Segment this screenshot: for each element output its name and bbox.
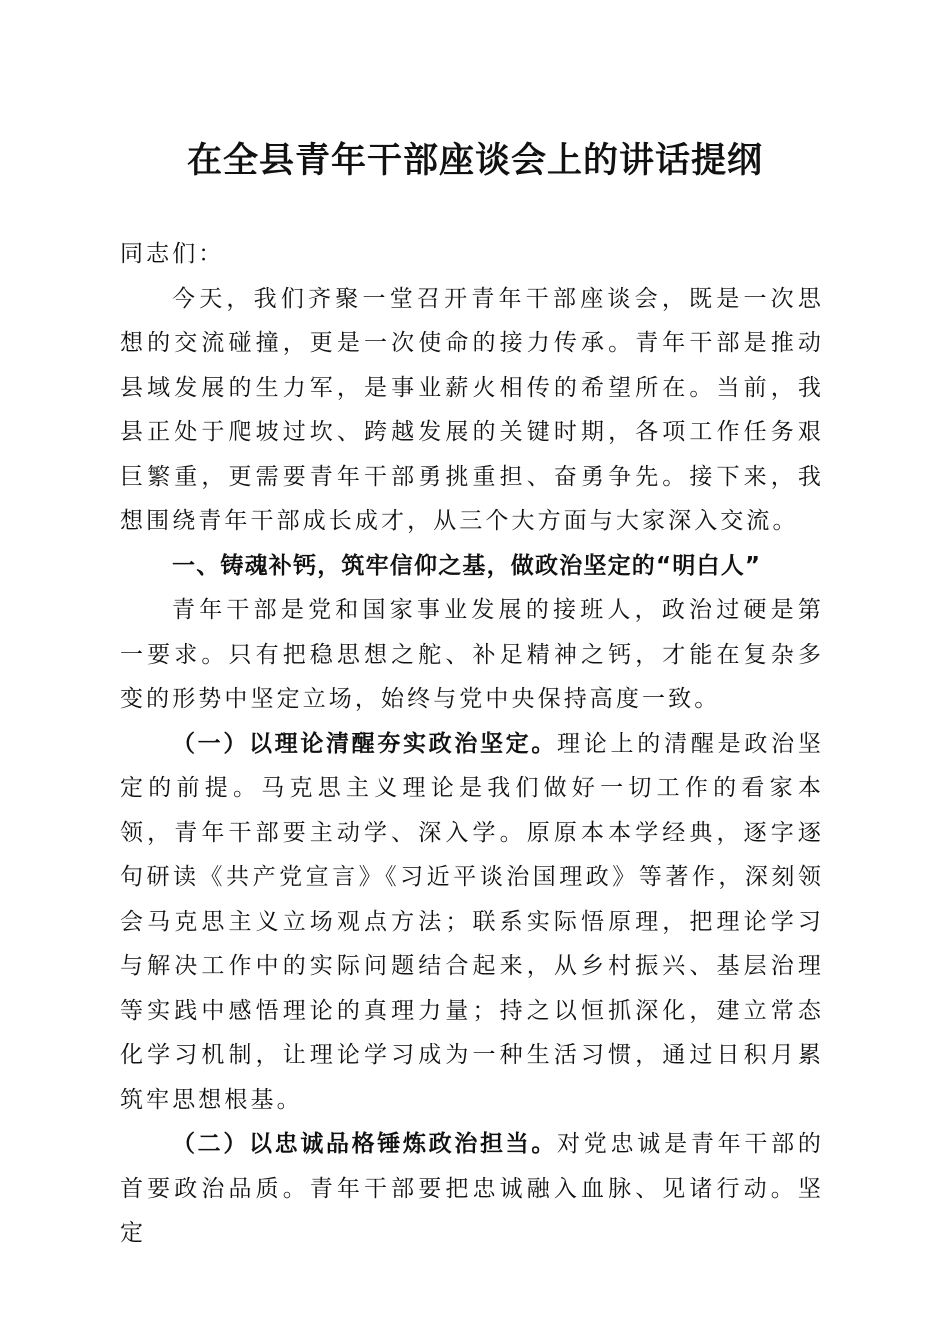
salutation: 同志们：	[120, 241, 225, 267]
subsection-heading: （一）以理论清醒夯实政治坚定。	[172, 729, 557, 757]
document-body	[120, 232, 824, 1256]
document-title: 在全县青年干部座谈会上的讲话提纲	[186, 140, 763, 181]
section-intro-paragraph: 青年干部是党和国家事业发展的接班人，政治过硬是第一要求。只有把稳思想之舵、补足精神之钙，才能在复杂多变的形势中坚定立场，始终与党中央保持高度一致。	[120, 597, 824, 712]
intro-paragraph: 今天，我们齐聚一堂召开青年干部座谈会，既是一次思想的交流碰撞，更是一次使命的接力传承。青年干部是推动县域发展的生力军，是事业薪火相传的希望所在。当前，我县正处于爬坡过坎、跨越发展的关键时期，各项工作任务艰巨繁重，更需要青年干部勇挑重担、奋勇争先。接下来，我想围绕青年干部成长成才，从三个大方面与大家深入交流。	[120, 285, 824, 534]
subsection-heading: （二）以忠诚品格锤炼政治担当。	[172, 1130, 557, 1157]
section-heading: 一、铸魂补钙，筑牢信仰之基，做政治坚定的“明白人”	[172, 552, 762, 579]
subsection-paragraph	[120, 1122, 824, 1256]
subsection-text: 理论上的清醒是政治坚定的前提。马克思主义理论是我们做好一切工作的看家本领，青年干部要主动学、深入学。原原本本学经典，逐字逐句研读《共产党宣言》《习近平谈治国理政》等著作，深刻领会马克思主义立场观点方法；联系实际悟原理，把理论学习与解决工作中的实际问题结合起来，从乡村振兴、基层治理等实践中感悟理论的真理力量；持之以恒抓深化，建立常态化学习机制，让理论学习成为一种生活习惯，通过日积月累筑牢思想根基。	[120, 730, 825, 1113]
subsection-text: 对党忠诚是青年干部的首要政治品质。青年干部要把忠诚融入血脉、见诸行动。坚定	[120, 1131, 825, 1246]
subsection-paragraph	[120, 722, 824, 1123]
